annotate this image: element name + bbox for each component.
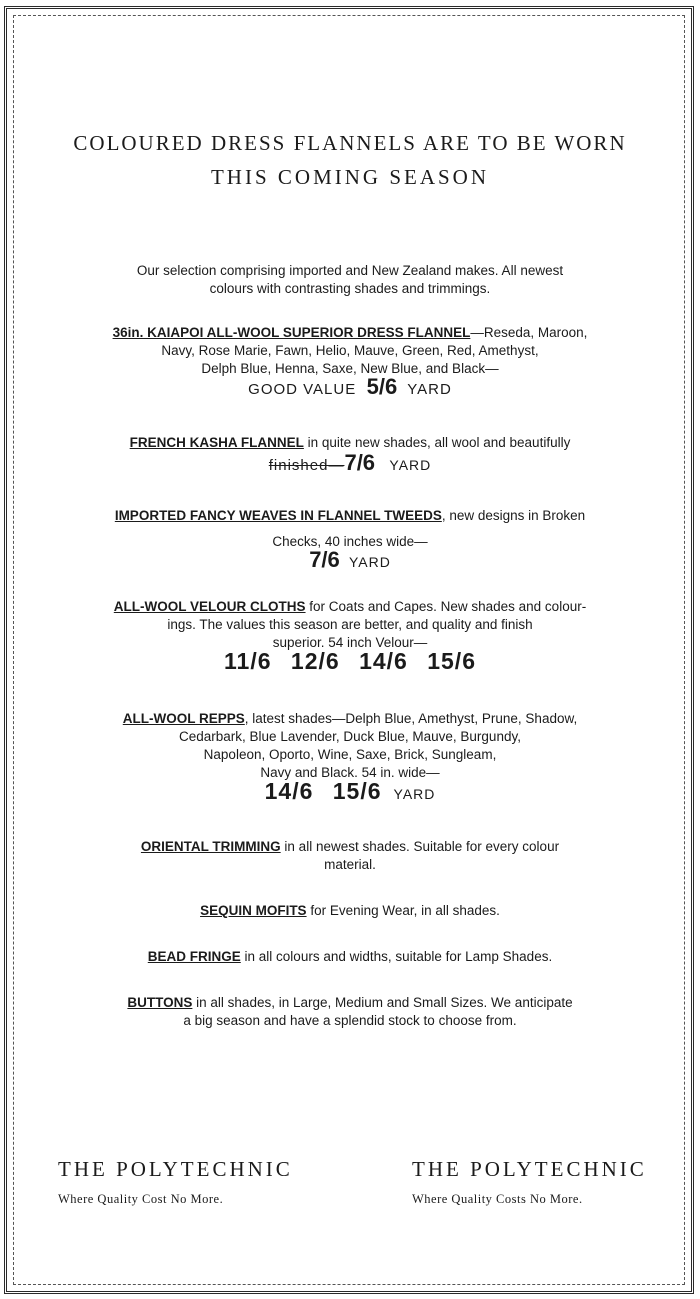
kaiapoi-price: 5/6	[366, 374, 398, 399]
footer-right	[412, 1157, 672, 1207]
kaiapoi-price-prefix: GOOD VALUE	[248, 381, 357, 398]
store-name: THE POLYTECHNIC	[412, 1157, 647, 1181]
buttons-lead: BUTTONS	[127, 995, 193, 1010]
buttons-line-2: a big season and have a splendid stock to choose from.	[183, 1013, 517, 1028]
kasha-flannel-item	[40, 434, 660, 475]
velour-price: 12/6	[290, 648, 340, 674]
oriental-trimming-item	[40, 838, 660, 874]
weaves-line-1: , new designs in Broken	[441, 508, 586, 523]
kaiapoi-line-2: Navy, Rose Marie, Fawn, Helio, Mauve, Green, Red, Amethyst,	[161, 343, 539, 358]
intro-line-2: colours with contrasting shades and trimmings.	[209, 281, 491, 296]
weaves-price-line	[40, 547, 660, 572]
headline	[40, 126, 660, 194]
store-name: THE POLYTECHNIC	[58, 1157, 293, 1181]
kaiapoi-unit: YARD	[407, 381, 452, 398]
repps-price: 15/6	[332, 778, 382, 804]
kaiapoi-price-line	[40, 374, 660, 399]
kaiapoi-lead: 36in. KAIAPOI ALL-WOOL SUPERIOR DRESS FLANNEL	[112, 325, 471, 340]
footer-left	[58, 1157, 318, 1207]
repps-line-2: Cedarbark, Blue Lavender, Duck Blue, Mauve, Burgundy,	[179, 729, 521, 744]
kasha-lead: FRENCH KASHA FLANNEL	[129, 435, 304, 450]
velour-price-row	[40, 648, 660, 674]
velour-price: 15/6	[427, 648, 476, 674]
intro-line-1: Our selection comprising imported and New Zealand makes. All newest	[136, 263, 564, 278]
weaves-lead: IMPORTED FANCY WEAVES IN FLANNEL TWEEDS	[114, 508, 442, 523]
headline-line-1: COLOURED DRESS FLANNELS ARE TO BE WORN	[73, 131, 627, 156]
intro-paragraph	[40, 262, 660, 298]
store-motto: Where Quality Costs No More.	[412, 1192, 583, 1206]
kasha-line-1: in quite new shades, all wool and beautifully	[303, 435, 571, 450]
sequin-line-1: for Evening Wear, in all shades.	[306, 903, 500, 918]
kasha-line-2: finished—	[268, 457, 345, 474]
weaves-price: 7/6	[309, 547, 340, 572]
velour-line-3: superior. 54 inch Velour—	[272, 635, 428, 650]
repps-line-3: Napoleon, Oporto, Wine, Saxe, Brick, Sungleam,	[203, 747, 497, 762]
repps-unit: YARD	[393, 786, 436, 802]
kasha-price: 7/6	[344, 450, 376, 475]
oriental-line-1: in all newest shades. Suitable for every colour	[280, 839, 560, 854]
oriental-line-2: material.	[324, 857, 376, 872]
velour-line-1: for Coats and Capes. New shades and colour-	[305, 599, 587, 614]
bead-fringe-item	[40, 948, 660, 966]
sequin-mofits-item	[40, 902, 660, 920]
kaiapoi-line-3: Delph Blue, Henna, Saxe, New Blue, and Black—	[201, 361, 499, 376]
repps-price-row	[40, 778, 660, 804]
kasha-price-line	[40, 450, 660, 475]
bead-lead: BEAD FRINGE	[147, 949, 241, 964]
kasha-unit: YARD	[389, 457, 432, 473]
kaiapoi-line-1: —Reseda, Maroon,	[470, 325, 588, 340]
velour-lead: ALL-WOOL VELOUR CLOTHS	[113, 599, 306, 614]
buttons-line-1: in all shades, in Large, Medium and Small Sizes. We anticipate	[192, 995, 573, 1010]
repps-line-4: Navy and Black. 54 in. wide—	[260, 765, 440, 780]
buttons-item	[40, 994, 660, 1030]
bead-line-1: in all colours and widths, suitable for Lamp Shades.	[240, 949, 553, 964]
fancy-weaves-item	[40, 507, 660, 572]
repps-price: 14/6	[264, 778, 314, 804]
kaiapoi-flannel-item	[40, 324, 660, 399]
velour-line-2: ings. The values this season are better, and quality and finish	[167, 617, 533, 632]
velour-cloths-item	[40, 598, 660, 674]
weaves-line-2: Checks, 40 inches wide—	[272, 534, 428, 549]
repps-line-1: , latest shades—Delph Blue, Amethyst, Prune, Shadow,	[244, 711, 578, 726]
advertisement-page	[40, 0, 660, 1299]
headline-line-2: THIS COMING SEASON	[210, 165, 490, 190]
sequin-lead: SEQUIN MOFITS	[200, 903, 307, 918]
oriental-lead: ORIENTAL TRIMMING	[140, 839, 281, 854]
repps-lead: ALL-WOOL REPPS	[122, 711, 245, 726]
velour-price: 14/6	[359, 648, 408, 674]
weaves-unit: YARD	[348, 554, 391, 570]
velour-price: 11/6	[224, 648, 272, 674]
repps-item	[40, 710, 660, 803]
store-motto: Where Quality Cost No More.	[58, 1192, 224, 1206]
